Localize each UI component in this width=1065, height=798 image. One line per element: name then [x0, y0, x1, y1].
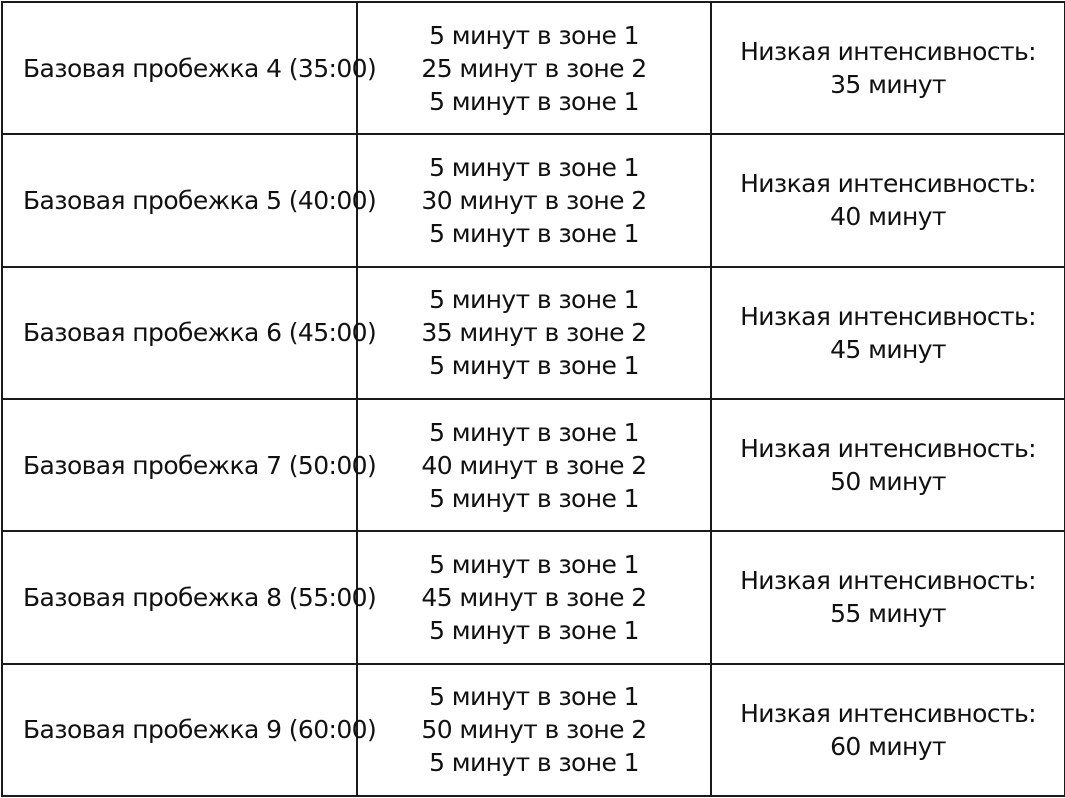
- workout-table: [1, 1, 1065, 797]
- intensity-label: Низкая интенсивность:: [740, 566, 1036, 596]
- intensity-duration: 45 минут: [830, 334, 946, 364]
- zone-line: 40 минут в зоне 2: [421, 450, 647, 480]
- intensity-cell: [711, 664, 1065, 796]
- zones-cell: [357, 531, 711, 663]
- zone-line: 5 минут в зоне 1: [429, 682, 639, 712]
- run-name-cell: [2, 2, 377, 134]
- zone-line: 5 минут в зоне 1: [429, 615, 639, 645]
- table-row: [2, 531, 1065, 663]
- intensity-label: Низкая интенсивность:: [740, 434, 1036, 464]
- intensity-label: Низкая интенсивность:: [740, 37, 1036, 67]
- zone-line: 5 минут в зоне 1: [429, 20, 639, 50]
- table-row: [2, 134, 1065, 266]
- zone-line: 30 минут в зоне 2: [421, 185, 647, 215]
- run-name: Базовая пробежка 9 (60:00): [23, 715, 377, 745]
- intensity-cell: [711, 134, 1065, 266]
- intensity-label: Низкая интенсивность:: [740, 169, 1036, 199]
- zones-cell: [357, 399, 711, 531]
- intensity-duration: 55 минут: [830, 599, 946, 629]
- run-name: Базовая пробежка 8 (55:00): [23, 582, 377, 612]
- table-row: [2, 2, 1065, 134]
- run-name-cell: [2, 134, 377, 266]
- table-row: [2, 267, 1065, 399]
- run-name-cell: [2, 267, 377, 399]
- table-row: [2, 399, 1065, 531]
- zone-line: 5 минут в зоне 1: [429, 351, 639, 381]
- zone-line: 25 минут в зоне 2: [421, 53, 647, 83]
- run-name-cell: [2, 531, 377, 663]
- zone-line: 5 минут в зоне 1: [429, 285, 639, 315]
- run-name-cell: [2, 399, 377, 531]
- intensity-label: Низкая интенсивность:: [740, 301, 1036, 331]
- zone-line: 5 минут в зоне 1: [429, 152, 639, 182]
- intensity-duration: 60 минут: [830, 731, 946, 761]
- zone-line: 5 минут в зоне 1: [429, 483, 639, 513]
- zones-cell: [357, 267, 711, 399]
- zones-cell: [357, 664, 711, 796]
- run-name: Базовая пробежка 7 (50:00): [23, 450, 377, 480]
- zone-line: 5 минут в зоне 1: [429, 748, 639, 778]
- zone-line: 5 минут в зоне 1: [429, 86, 639, 116]
- zone-line: 50 минут в зоне 2: [421, 715, 647, 745]
- intensity-cell: [711, 267, 1065, 399]
- zone-line: 5 минут в зоне 1: [429, 218, 639, 248]
- zone-line: 5 минут в зоне 1: [429, 417, 639, 447]
- intensity-duration: 35 минут: [830, 70, 946, 100]
- intensity-cell: [711, 2, 1065, 134]
- zone-line: 45 минут в зоне 2: [421, 582, 647, 612]
- intensity-duration: 50 минут: [830, 467, 946, 497]
- intensity-label: Низкая интенсивность:: [740, 698, 1036, 728]
- run-name-cell: [2, 664, 377, 796]
- zone-line: 35 минут в зоне 2: [421, 318, 647, 348]
- zones-cell: [357, 134, 711, 266]
- intensity-cell: [711, 399, 1065, 531]
- run-name: Базовая пробежка 4 (35:00): [23, 53, 377, 83]
- run-name: Базовая пробежка 6 (45:00): [23, 318, 377, 348]
- intensity-cell: [711, 531, 1065, 663]
- run-name: Базовая пробежка 5 (40:00): [23, 185, 377, 215]
- intensity-duration: 40 минут: [830, 202, 946, 232]
- zones-cell: [357, 2, 711, 134]
- zone-line: 5 минут в зоне 1: [429, 549, 639, 579]
- table-row: [2, 664, 1065, 796]
